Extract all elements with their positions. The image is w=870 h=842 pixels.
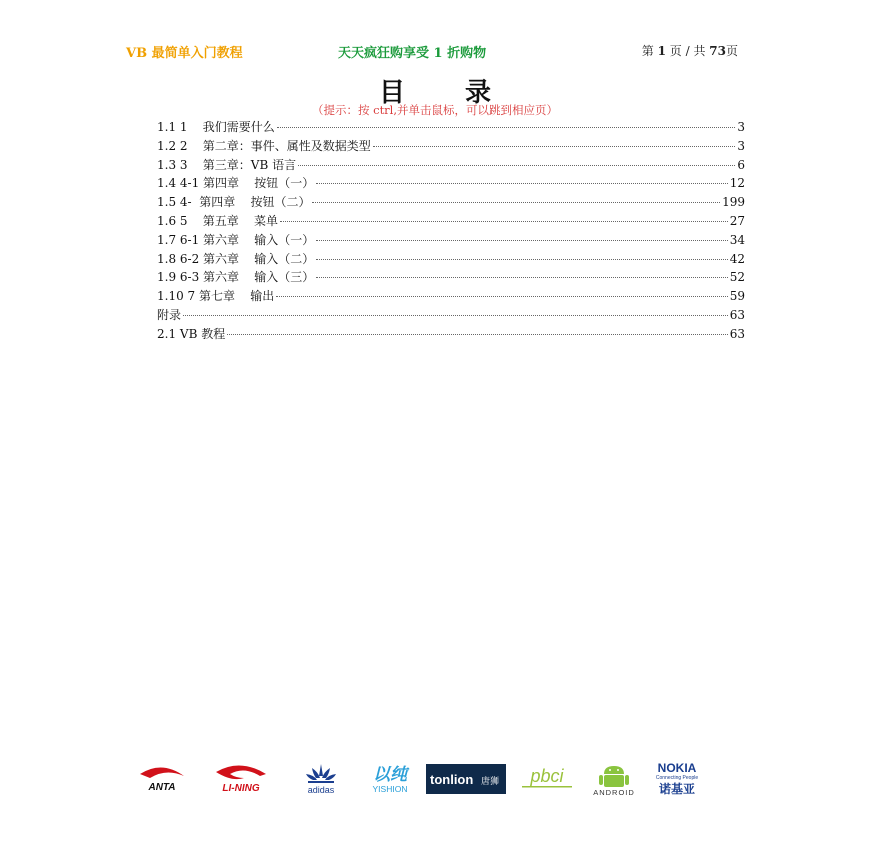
toc-leader (316, 240, 727, 241)
yishion-logo-cn: 以纯 (373, 765, 407, 785)
toc-leader (316, 259, 727, 260)
navigation-hint: （提示：按 ctrl,并单击鼠标，可以跳到相应页） (311, 103, 559, 117)
table-of-contents (157, 118, 745, 344)
toc-entry[interactable] (157, 306, 745, 325)
toc-leader (183, 315, 728, 316)
toc-page: 42 (729, 251, 745, 266)
lining-logo-text: LI-NING (222, 783, 260, 794)
toc-label: 1.8 6-2 第六章 输入（二） (157, 251, 315, 266)
toc-leader (276, 296, 727, 297)
android-logo-text: ANDROID (593, 788, 635, 796)
android-logo (588, 760, 640, 796)
pbci-logo (516, 760, 578, 796)
toc-entry[interactable] (157, 212, 745, 231)
pbci-logo-text: pbci (530, 766, 564, 786)
toc-label: 1.3 3 第三章：VB 语言 (157, 157, 297, 172)
toc-leader (312, 202, 720, 203)
toc-page: 63 (729, 307, 745, 322)
toc-entry[interactable] (157, 137, 745, 156)
toc-label: 1.1 1 我们需要什么 (157, 120, 275, 134)
toc-leader (316, 183, 727, 184)
toc-entry[interactable] (157, 287, 745, 306)
toc-page: 6 (737, 157, 745, 172)
toc-page: 52 (729, 270, 745, 285)
toc-leader (316, 277, 727, 278)
toc-leader (298, 165, 735, 166)
toc-label: 1.5 4- 第四章 按钮（二） (157, 195, 311, 210)
toc-label: 1.9 6-3 第六章 输入（三） (157, 270, 315, 285)
toc-page: 27 (729, 213, 745, 228)
toc-page: 3 (737, 138, 745, 153)
header-promo-link[interactable]: 天天疯狂购享受 1 折购物 (338, 46, 487, 61)
adidas-logo-text: adidas (307, 785, 335, 795)
toc-entry[interactable] (157, 156, 745, 175)
toc-leader (373, 146, 736, 147)
toc-leader (280, 221, 728, 222)
nokia-logo-cn: 诺基亚 (658, 782, 696, 796)
toc-entry[interactable] (157, 250, 745, 269)
page-header (126, 42, 738, 60)
toc-page: 3 (737, 120, 745, 134)
yishion-logo-en: YISHION (372, 784, 408, 794)
toc-leader (277, 127, 736, 128)
brand-logo-strip (136, 760, 716, 800)
toc-label: 1.7 6-1 第六章 输入（一） (157, 232, 315, 247)
toc-page: 63 (729, 326, 745, 341)
yishion-logo (362, 760, 418, 796)
toc-label: 1.2 2 第二章：事件、属性及数据类型 (157, 138, 371, 153)
toc-entry[interactable] (157, 268, 745, 287)
adidas-logo (302, 760, 340, 796)
toc-label: 2.1 VB 教程 (157, 326, 226, 341)
header-doc-title: VB 最简单入门教程 (126, 46, 243, 61)
anta-logo (136, 760, 188, 796)
toc-entry[interactable] (157, 174, 745, 193)
toc-entry[interactable] (157, 231, 745, 250)
header-page-indicator: 第 1 页 / 共 73页 (641, 44, 738, 58)
toc-label: 附录 (157, 307, 182, 322)
lining-logo (210, 760, 272, 796)
nokia-logo-text: NOKIA (657, 761, 697, 775)
toc-label: 1.4 4-1 第四章 按钮（一） (157, 176, 315, 191)
nokia-logo (642, 760, 712, 796)
page-title: 目录 (378, 78, 551, 108)
nokia-logo-tag: Connecting People (655, 775, 699, 781)
toc-page: 59 (729, 289, 745, 304)
tonlion-logo-cn: 唐狮 (481, 777, 500, 787)
tonlion-logo (426, 764, 506, 794)
toc-page: 12 (729, 176, 745, 191)
tonlion-logo-en: tonlion (430, 772, 474, 787)
toc-page: 199 (722, 195, 745, 210)
anta-logo-text: ANTA (148, 782, 176, 793)
toc-leader (227, 334, 728, 335)
toc-entry[interactable] (157, 193, 745, 212)
toc-label: 1.6 5 第五章 菜单 (157, 213, 279, 228)
toc-entry[interactable] (157, 325, 745, 344)
toc-entry[interactable] (157, 118, 745, 137)
toc-page: 34 (729, 232, 745, 247)
toc-label: 1.10 7 第七章 输出 (157, 289, 275, 304)
